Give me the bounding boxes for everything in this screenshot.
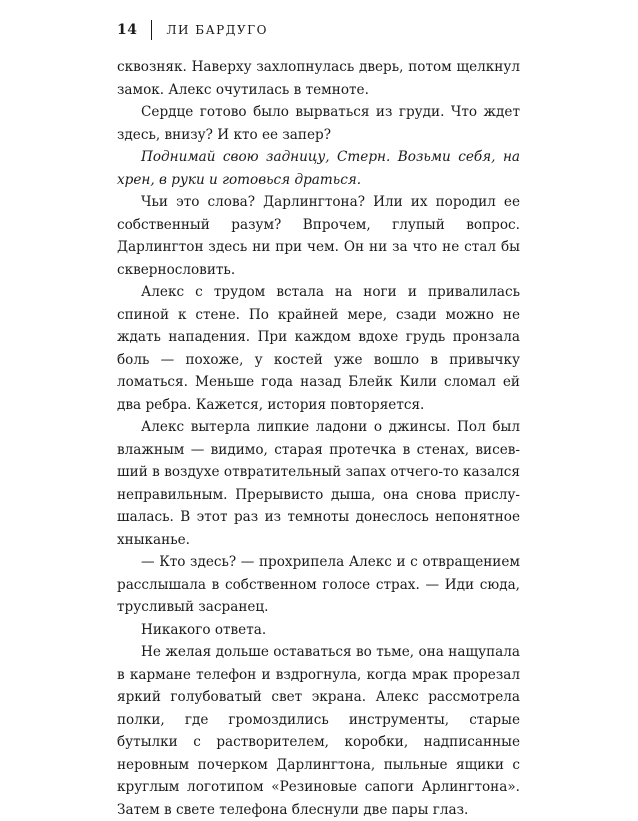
paragraph-9: Не желая дольше оставаться во тьме, она нащупала в кармане телефон и вздрогнула, когда мрак прорезал яркий голубоватый свет экрана. Алекс рассмотрела полки, где громоздились инструменты, старые бутылки с растворителем, коробки, надписанные неровным почерком Дарлингтона, пыльные ящики с круглым логотипом «Резиновые сапоги Арлингтона». Затем в свете телефона блеснули две пары глаз. xyxy=(117,644,520,818)
paragraph-6: Алекс вытерла липкие ладони о джинсы. Пол был влажным — видимо, старая протечка в стенах, висевший в воздухе отвратительный запах отчего-то казался неправильным. Прерывисто дыша, она снова прислушалась. В этот раз из темноты донеслось непонятное хныканье. xyxy=(117,419,520,548)
paragraph-8: Никакого ответа. xyxy=(141,621,267,638)
paragraph-5: Алекс с трудом встала на ноги и привалилась спиной к стене. По крайней мере, сзади можно не ждать нападения. При каждом вдохе грудь пронзала боль — похоже, у костей уже вошло в привычку ломаться. Меньше года назад Блейк Кили сломал ей два ребра. Кажется, история повторяется. xyxy=(117,284,520,413)
page-number: 14 xyxy=(117,22,138,38)
body-text xyxy=(117,56,520,821)
running-header xyxy=(117,18,268,42)
paragraph-3-italic-thought: Поднимай свою задницу, Стерн. Возьми себя, на хрен, в руки и готовься драться. xyxy=(117,149,520,188)
paragraph-2: Сердце готово было вырваться из груди. Что ждет здесь, внизу? И кто ее запер? xyxy=(117,104,520,143)
header-divider xyxy=(151,20,152,40)
author-running-head: ЛИ БАРДУГО xyxy=(166,23,268,37)
paragraph-4: Чьи это слова? Дарлингтона? Или их породил ее собственный разум? Впрочем, глупый вопрос. Дарлингтон здесь ни при чем. Он ни за что не стал бы сквернословить. xyxy=(117,194,520,278)
paragraph-1: сквозняк. Наверху захлопнулась дверь, потом щелкнул замок. Алекс очутилась в темноте. xyxy=(117,59,520,98)
paragraph-7-dialogue: — Кто здесь? — прохрипела Алекс и с отвращением расслышала в собственном голосе страх. — Иди сюда, трусливый засранец. xyxy=(117,554,520,615)
